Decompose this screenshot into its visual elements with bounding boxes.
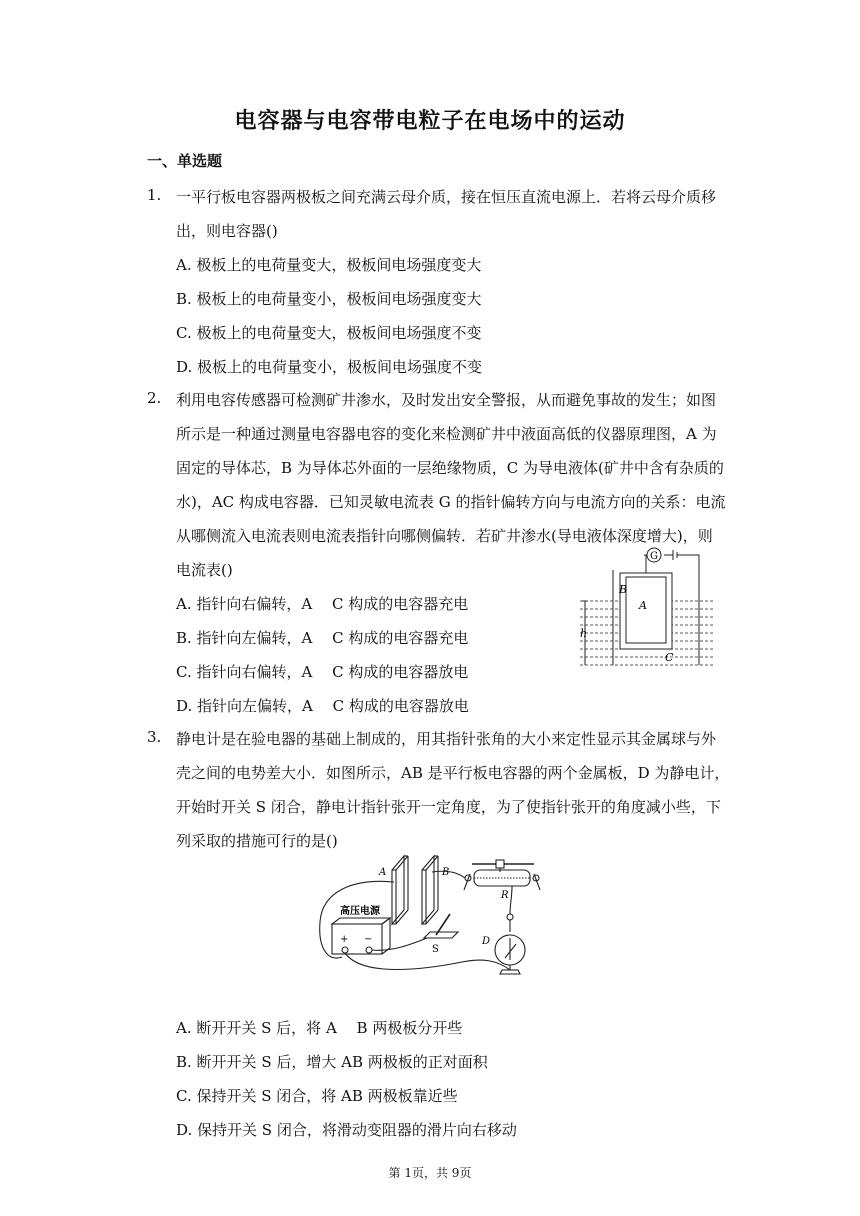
label-r: R [501,890,509,901]
option-d: D. 极板上的电荷量变小，极板间电场强度不变 [176,358,483,376]
label-minus: − [364,934,373,945]
label-b: B [619,583,628,596]
question-text-line: 从哪侧流入电流表则电流表指针向哪侧偏转．若矿井渗水(导电液体深度增大)，则 [176,527,713,545]
option-c: C. 极板上的电荷量变大，极板间电场强度不变 [176,324,482,342]
question-text-line: 静电计是在验电器的基础上制成的，用其指针张角的大小来定性显示其金属球与外 [176,730,717,748]
question-text-line: 电流表() [176,561,233,579]
question-text-line: 水)，AC 构成电容器．已知灵敏电流表 G 的指针偏转方向与电流方向的关系：电流 [176,493,726,511]
electrometer-circuit-figure [312,852,552,980]
label-a: A [639,599,647,612]
label-s: S [432,944,439,955]
question-text-line: 利用电容传感器可检测矿井渗水，及时发出安全警报，从而避免事故的发生；如图 [176,391,717,409]
question-text-line: 列采取的措施可行的是() [176,832,338,850]
label-plus: + [340,934,349,945]
galvanometer-label: G [650,551,658,562]
option-b: B. 指针向左偏转，A C 构成的电容器充电 [176,629,469,647]
label-h: h [580,627,588,640]
option-d: D. 指针向左偏转，A C 构成的电容器放电 [176,697,469,715]
mine-water-sensor-figure [575,545,720,680]
page-title: 电容器与电容带电粒子在电场中的运动 [234,109,626,134]
question-number: 1. [147,186,162,204]
option-a: A. 断开开关 S 后，将 A B 两极板分开些 [176,1019,463,1037]
option-a: A. 指针向右偏转，A C 构成的电容器充电 [176,595,469,613]
label-c: C [665,651,674,664]
option-b: B. 断开开关 S 后，增大 AB 两极板的正对面积 [176,1053,488,1071]
option-c: C. 指针向右偏转，A C 构成的电容器放电 [176,663,469,681]
section-heading: 一、单选题 [147,152,223,170]
power-supply-label: 高压电源 [340,906,380,917]
question-text-line: 出，则电容器() [176,222,278,240]
option-c: C. 保持开关 S 闭合，将 AB 两极板靠近些 [176,1087,458,1105]
page-footer: 第 1页，共 9页 [388,1166,472,1180]
question-text-line: 固定的导体芯，B 为导体芯外面的一层绝缘物质，C 为导电液体(矿井中含有杂质的 [176,459,724,477]
question-text-line: 所示是一种通过测量电容器电容的变化来检测矿井中液面高低的仪器原理图，A 为 [176,425,717,443]
label-a: A [379,867,387,878]
option-a: A. 极板上的电荷量变大，极板间电场强度变大 [176,256,482,274]
question-number: 2. [147,389,162,407]
label-d: D [482,936,491,947]
question-number: 3. [147,728,162,746]
label-b: B [442,867,450,878]
question-text-line: 一平行板电容器两极板之间充满云母介质，接在恒压直流电源上．若将云母介质移 [176,188,717,206]
option-d: D. 保持开关 S 闭合，将滑动变阻器的滑片向右移动 [176,1121,517,1139]
question-text-line: 开始时开关 S 闭合，静电计指针张开一定角度，为了使指针张开的角度减小些，下 [176,798,721,816]
option-b: B. 极板上的电荷量变小，极板间电场强度变大 [176,290,482,308]
question-text-line: 壳之间的电势差大小．如图所示，AB 是平行板电容器的两个金属板，D 为静电计， [176,764,730,782]
